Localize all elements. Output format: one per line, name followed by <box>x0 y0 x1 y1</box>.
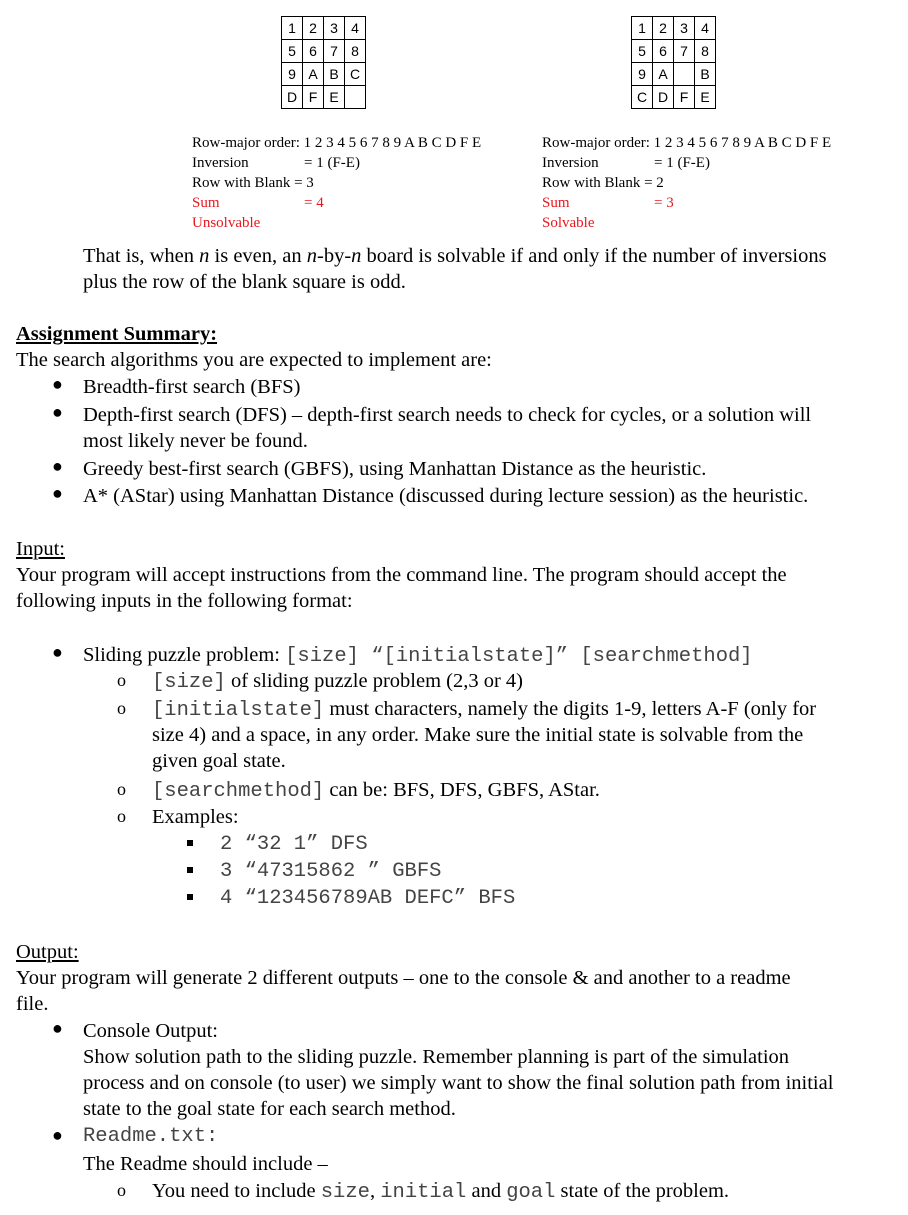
examples-label: Examples: <box>152 806 239 828</box>
summary-item-dfs-cont: most likely never be found. <box>83 430 308 452</box>
order-value: 1 2 3 4 5 6 7 8 9 A B C D F E <box>303 135 482 151</box>
summary-lead: The search algorithms you are expected to implement are: <box>16 349 492 371</box>
bullet-dot: ● <box>52 483 63 503</box>
order-label: Row-major order: <box>542 135 650 151</box>
grid-cell: B <box>695 63 716 86</box>
blank-row-value: = 3 <box>294 175 314 191</box>
inversion-label: Inversion <box>192 155 249 171</box>
grid-cell: C <box>345 63 366 86</box>
console-output-label: Console Output: <box>83 1020 218 1042</box>
summary-item-dfs: Depth-first search (DFS) – depth-first search needs to check for cycles, or a solution will <box>83 404 812 426</box>
grid-cell-blank <box>674 63 695 86</box>
readme-label: Readme.txt: <box>83 1125 219 1148</box>
puzzle-grid-left <box>281 16 366 109</box>
input-init-item-cont: size 4) and a space, in any order. Make sure the initial state is solvable from the <box>152 724 804 746</box>
initialstate-text: must characters, namely the digits 1-9, letters A-F (only for <box>329 698 817 720</box>
bullet-dot: ● <box>52 1125 63 1145</box>
grid-cell: 4 <box>345 17 366 40</box>
readme-sub-text: state of the problem. <box>555 1180 730 1202</box>
bullet-dot: ● <box>52 1018 63 1038</box>
example-3: 4 “123456789AB DEFC” BFS <box>220 887 516 910</box>
initial-code: initial <box>380 1181 467 1204</box>
goal-code: goal <box>506 1181 556 1204</box>
readme-sub-item <box>152 1178 729 1206</box>
sub-bullet: o <box>117 670 126 690</box>
grid-cell: 8 <box>695 40 716 63</box>
output-line-1: Your program will generate 2 different outputs – one to the console & and another to a readme <box>16 967 791 989</box>
console-output-text: state to the goal state for each search method. <box>83 1098 456 1120</box>
grid-cell: 8 <box>345 40 366 63</box>
grid-cell: 2 <box>303 17 324 40</box>
summary-item-bfs: Breadth-first search (BFS) <box>83 376 301 398</box>
sum-label: Sum <box>542 195 570 211</box>
bullet-dot: ● <box>52 402 63 422</box>
square-bullet <box>187 894 193 900</box>
summary-heading: Assignment Summary: <box>16 323 218 345</box>
sum-value: = 3 <box>654 195 674 211</box>
math-n: n <box>351 245 362 267</box>
size-code: [size] <box>152 671 226 694</box>
puzzle-stats-left <box>192 133 481 233</box>
order-value: 1 2 3 4 5 6 7 8 9 A B C D F E <box>653 135 832 151</box>
grid-cell: 6 <box>653 40 674 63</box>
console-output-text: Show solution path to the sliding puzzle. Remember planning is part of the simulation <box>83 1046 790 1068</box>
grid-cell: 2 <box>653 17 674 40</box>
input-bullet <box>83 642 753 670</box>
inversion-value: = 1 (F-E) <box>654 155 710 171</box>
math-n: n <box>199 245 210 267</box>
verdict-label: Unsolvable <box>192 215 261 231</box>
grid-cell: A <box>653 63 674 86</box>
intro-text: is even, an <box>209 245 307 267</box>
inversion-label: Inversion <box>542 155 599 171</box>
grid-row <box>282 63 366 86</box>
grid-row <box>632 17 716 40</box>
sub-bullet: o <box>117 1180 126 1200</box>
grid-row <box>632 40 716 63</box>
input-heading: Input: <box>16 538 65 560</box>
grid-cell: 5 <box>632 40 653 63</box>
input-line-1: Your program will accept instructions from the command line. The program should accept the <box>16 564 787 586</box>
grid-cell: 3 <box>324 17 345 40</box>
bullet-dot: ● <box>52 456 63 476</box>
input-init-item <box>152 696 816 724</box>
grid-cell: 1 <box>282 17 303 40</box>
intro-text: board is solvable if and only if the number of inversions <box>361 245 827 267</box>
grid-cell: 4 <box>695 17 716 40</box>
sub-bullet: o <box>117 779 126 799</box>
size-text: of sliding puzzle problem (2,3 or 4) <box>230 670 523 692</box>
grid-cell: F <box>674 86 695 109</box>
blank-row-label: Row with Blank <box>542 175 641 191</box>
input-init-item-cont: given goal state. <box>152 750 286 772</box>
sub-bullet: o <box>117 698 126 718</box>
grid-cell-blank <box>345 86 366 109</box>
grid-cell: 6 <box>303 40 324 63</box>
sum-label: Sum <box>192 195 220 211</box>
grid-row <box>632 63 716 86</box>
grid-cell: 1 <box>632 17 653 40</box>
grid-cell: 7 <box>324 40 345 63</box>
summary-item-astar: A* (AStar) using Manhattan Distance (discussed during lecture session) as the heuristic. <box>83 485 809 507</box>
inversion-value: = 1 (F-E) <box>304 155 360 171</box>
sub-bullet: o <box>117 806 126 826</box>
grid-cell: 5 <box>282 40 303 63</box>
input-bullet-text: Sliding puzzle problem: <box>83 644 280 666</box>
intro-line-1 <box>83 243 827 269</box>
output-line-2: file. <box>16 993 49 1015</box>
grid-cell: E <box>695 86 716 109</box>
intro-text: That is, when <box>83 245 200 267</box>
input-format-code: [size] “[initialstate]” [searchmethod] <box>285 645 753 668</box>
grid-row <box>282 17 366 40</box>
grid-cell: A <box>303 63 324 86</box>
intro-line-2: plus the row of the blank square is odd. <box>83 271 406 293</box>
summary-item-gbfs: Greedy best-first search (GBFS), using Manhattan Distance as the heuristic. <box>83 458 707 480</box>
searchmethod-text: can be: BFS, DFS, GBFS, AStar. <box>329 779 600 801</box>
puzzle-stats-right <box>542 133 831 233</box>
example-1: 2 “32 1” DFS <box>220 833 368 856</box>
blank-row-label: Row with Blank <box>192 175 291 191</box>
input-line-2: following inputs in the following format: <box>16 590 353 612</box>
math-n: n <box>306 245 318 267</box>
puzzle-grid-right <box>631 16 716 109</box>
input-size-item <box>152 668 523 696</box>
grid-row <box>632 86 716 109</box>
intro-text: -by- <box>317 245 352 267</box>
square-bullet <box>187 840 193 846</box>
verdict-label: Solvable <box>542 215 595 231</box>
readme-sub-text: and <box>466 1180 507 1202</box>
console-output-text: process and on console (to user) we simply want to show the final solution path from initial <box>83 1072 834 1094</box>
grid-row <box>282 40 366 63</box>
output-heading: Output: <box>16 941 79 963</box>
sum-value: = 4 <box>304 195 324 211</box>
grid-cell: D <box>653 86 674 109</box>
grid-cell: F <box>303 86 324 109</box>
grid-cell: 9 <box>282 63 303 86</box>
grid-cell: 7 <box>674 40 695 63</box>
grid-cell: C <box>632 86 653 109</box>
blank-row-value: = 2 <box>644 175 664 191</box>
grid-cell: D <box>282 86 303 109</box>
example-2: 3 “47315862 ” GBFS <box>220 860 442 883</box>
initialstate-code: [initialstate] <box>152 699 325 722</box>
searchmethod-code: [searchmethod] <box>152 780 325 803</box>
size-code: size <box>320 1181 370 1204</box>
square-bullet <box>187 867 193 873</box>
grid-cell: 3 <box>674 17 695 40</box>
readme-text: The Readme should include – <box>83 1153 328 1175</box>
bullet-dot: ● <box>52 374 63 394</box>
readme-sub-text: You need to include <box>152 1180 321 1202</box>
bullet-dot: ● <box>52 642 63 662</box>
grid-row <box>282 86 366 109</box>
order-label: Row-major order: <box>192 135 300 151</box>
grid-cell: E <box>324 86 345 109</box>
grid-cell: B <box>324 63 345 86</box>
input-method-item <box>152 777 600 805</box>
grid-cell: 9 <box>632 63 653 86</box>
readme-sub-text: , <box>369 1180 381 1202</box>
